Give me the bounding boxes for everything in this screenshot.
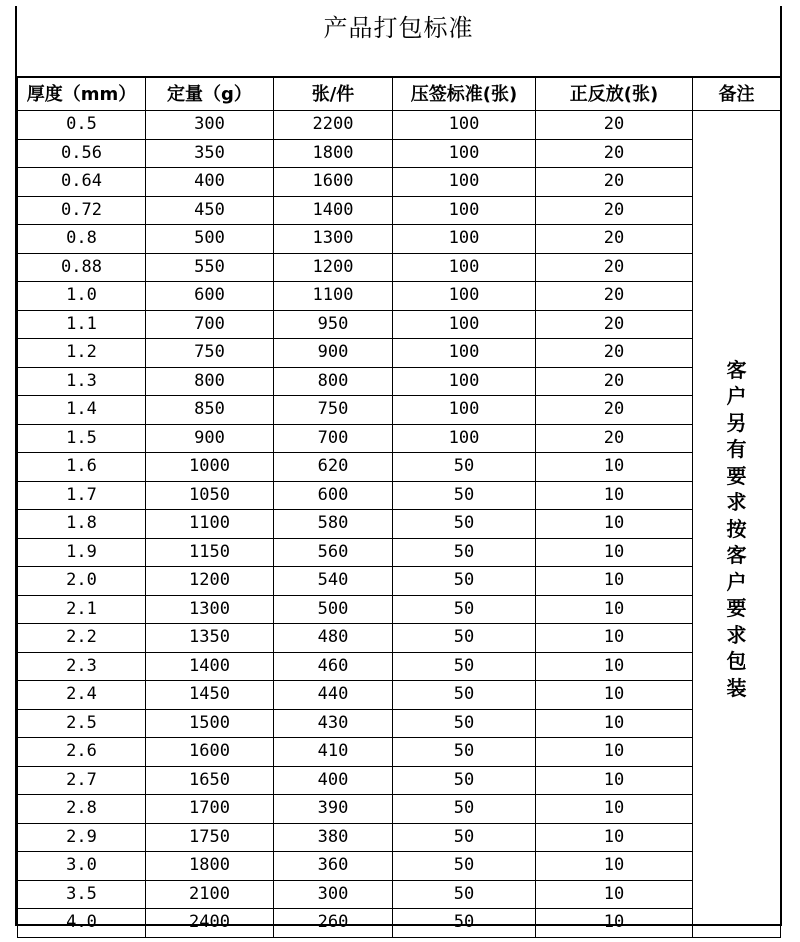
sheets-per-pack-cell: 580 <box>274 510 393 539</box>
thickness-cell: 0.88 <box>18 253 146 282</box>
label-standard-cell: 100 <box>393 225 536 254</box>
thickness-cell: 1.9 <box>18 538 146 567</box>
label-standard-cell: 50 <box>393 852 536 881</box>
thickness-cell: 2.9 <box>18 823 146 852</box>
thickness-cell: 1.5 <box>18 424 146 453</box>
thickness-cell: 1.7 <box>18 481 146 510</box>
weight-cell: 600 <box>146 282 274 311</box>
sheets-per-pack-cell: 1800 <box>274 139 393 168</box>
packing-standard-sheet <box>15 6 782 933</box>
weight-cell: 1000 <box>146 453 274 482</box>
thickness-cell: 1.6 <box>18 453 146 482</box>
table-row <box>18 852 781 881</box>
label-standard-cell: 100 <box>393 339 536 368</box>
remark-cell <box>693 111 781 938</box>
thickness-cell: 2.8 <box>18 795 146 824</box>
weight-cell: 2100 <box>146 880 274 909</box>
table-row <box>18 909 781 938</box>
sheets-per-pack-cell: 750 <box>274 396 393 425</box>
table-row <box>18 595 781 624</box>
front-back-cell: 20 <box>536 396 693 425</box>
header-row <box>18 77 781 111</box>
sheets-per-pack-cell: 950 <box>274 310 393 339</box>
weight-cell: 1200 <box>146 567 274 596</box>
table-row <box>18 652 781 681</box>
label-standard-cell: 100 <box>393 168 536 197</box>
weight-cell: 700 <box>146 310 274 339</box>
sheets-per-pack-cell: 1400 <box>274 196 393 225</box>
front-back-cell: 10 <box>536 738 693 767</box>
table-row <box>18 111 781 140</box>
table-row <box>18 709 781 738</box>
table-row <box>18 766 781 795</box>
weight-cell: 300 <box>146 111 274 140</box>
label-standard-cell: 50 <box>393 823 536 852</box>
sheets-per-pack-cell: 600 <box>274 481 393 510</box>
table-row <box>18 139 781 168</box>
header-sheets-per-pack: 张/件 <box>274 77 393 111</box>
front-back-cell: 10 <box>536 909 693 938</box>
header-label-standard: 压签标准(张) <box>393 77 536 111</box>
label-standard-cell: 50 <box>393 510 536 539</box>
weight-cell: 350 <box>146 139 274 168</box>
label-standard-cell: 50 <box>393 766 536 795</box>
thickness-cell: 2.5 <box>18 709 146 738</box>
label-standard-cell: 50 <box>393 709 536 738</box>
table-row <box>18 196 781 225</box>
sheets-per-pack-cell: 620 <box>274 453 393 482</box>
weight-cell: 1150 <box>146 538 274 567</box>
weight-cell: 1650 <box>146 766 274 795</box>
front-back-cell: 20 <box>536 139 693 168</box>
front-back-cell: 20 <box>536 253 693 282</box>
sheets-per-pack-cell: 500 <box>274 595 393 624</box>
label-standard-cell: 100 <box>393 139 536 168</box>
sheets-per-pack-cell: 260 <box>274 909 393 938</box>
label-standard-cell: 100 <box>393 367 536 396</box>
table-row <box>18 880 781 909</box>
label-standard-cell: 100 <box>393 282 536 311</box>
weight-cell: 900 <box>146 424 274 453</box>
thickness-cell: 0.56 <box>18 139 146 168</box>
sheets-per-pack-cell: 700 <box>274 424 393 453</box>
thickness-cell: 0.5 <box>18 111 146 140</box>
table-row <box>18 738 781 767</box>
table-row <box>18 681 781 710</box>
weight-cell: 450 <box>146 196 274 225</box>
weight-cell: 550 <box>146 253 274 282</box>
thickness-cell: 1.3 <box>18 367 146 396</box>
weight-cell: 1350 <box>146 624 274 653</box>
label-standard-cell: 50 <box>393 453 536 482</box>
label-standard-cell: 50 <box>393 538 536 567</box>
thickness-cell: 2.7 <box>18 766 146 795</box>
remark-text: 客户另有要求按客户要求包装 <box>726 357 747 700</box>
front-back-cell: 20 <box>536 310 693 339</box>
table-row <box>18 168 781 197</box>
sheets-per-pack-cell: 430 <box>274 709 393 738</box>
sheets-per-pack-cell: 540 <box>274 567 393 596</box>
front-back-cell: 10 <box>536 766 693 795</box>
weight-cell: 1300 <box>146 595 274 624</box>
sheets-per-pack-cell: 300 <box>274 880 393 909</box>
weight-cell: 1500 <box>146 709 274 738</box>
front-back-cell: 10 <box>536 880 693 909</box>
front-back-cell: 10 <box>536 538 693 567</box>
weight-cell: 400 <box>146 168 274 197</box>
front-back-cell: 20 <box>536 367 693 396</box>
thickness-cell: 0.8 <box>18 225 146 254</box>
thickness-cell: 0.72 <box>18 196 146 225</box>
thickness-cell: 1.4 <box>18 396 146 425</box>
front-back-cell: 10 <box>536 624 693 653</box>
weight-cell: 1750 <box>146 823 274 852</box>
label-standard-cell: 100 <box>393 196 536 225</box>
weight-cell: 1800 <box>146 852 274 881</box>
thickness-cell: 4.0 <box>18 909 146 938</box>
weight-cell: 1050 <box>146 481 274 510</box>
label-standard-cell: 50 <box>393 795 536 824</box>
front-back-cell: 20 <box>536 282 693 311</box>
page-title: 产品打包标准 <box>323 14 474 42</box>
label-standard-cell: 50 <box>393 738 536 767</box>
weight-cell: 1600 <box>146 738 274 767</box>
header-weight: 定量（g） <box>146 77 274 111</box>
label-standard-cell: 100 <box>393 111 536 140</box>
header-thickness: 厚度（mm） <box>18 77 146 111</box>
sheets-per-pack-cell: 1300 <box>274 225 393 254</box>
sheets-per-pack-cell: 560 <box>274 538 393 567</box>
thickness-cell: 2.4 <box>18 681 146 710</box>
sheets-per-pack-cell: 440 <box>274 681 393 710</box>
front-back-cell: 10 <box>536 652 693 681</box>
table-row <box>18 453 781 482</box>
weight-cell: 2400 <box>146 909 274 938</box>
table-row <box>18 795 781 824</box>
front-back-cell: 20 <box>536 111 693 140</box>
table-row <box>18 310 781 339</box>
table-row <box>18 823 781 852</box>
table-row <box>18 225 781 254</box>
thickness-cell: 0.64 <box>18 168 146 197</box>
table-row <box>18 282 781 311</box>
table-row <box>18 253 781 282</box>
table-row <box>18 396 781 425</box>
label-standard-cell: 50 <box>393 624 536 653</box>
header-remark: 备注 <box>693 77 781 111</box>
sheets-per-pack-cell: 410 <box>274 738 393 767</box>
table-row <box>18 367 781 396</box>
thickness-cell: 2.0 <box>18 567 146 596</box>
sheets-per-pack-cell: 2200 <box>274 111 393 140</box>
sheets-per-pack-cell: 390 <box>274 795 393 824</box>
packing-table <box>17 76 781 938</box>
front-back-cell: 20 <box>536 225 693 254</box>
thickness-cell: 2.1 <box>18 595 146 624</box>
label-standard-cell: 100 <box>393 424 536 453</box>
weight-cell: 1100 <box>146 510 274 539</box>
label-standard-cell: 50 <box>393 909 536 938</box>
front-back-cell: 20 <box>536 339 693 368</box>
weight-cell: 1700 <box>146 795 274 824</box>
sheets-per-pack-cell: 460 <box>274 652 393 681</box>
thickness-cell: 1.1 <box>18 310 146 339</box>
label-standard-cell: 50 <box>393 652 536 681</box>
weight-cell: 750 <box>146 339 274 368</box>
sheets-per-pack-cell: 900 <box>274 339 393 368</box>
label-standard-cell: 50 <box>393 567 536 596</box>
thickness-cell: 1.2 <box>18 339 146 368</box>
weight-cell: 800 <box>146 367 274 396</box>
front-back-cell: 10 <box>536 567 693 596</box>
front-back-cell: 10 <box>536 453 693 482</box>
weight-cell: 850 <box>146 396 274 425</box>
sheets-per-pack-cell: 1200 <box>274 253 393 282</box>
front-back-cell: 20 <box>536 196 693 225</box>
sheets-per-pack-cell: 480 <box>274 624 393 653</box>
label-standard-cell: 100 <box>393 253 536 282</box>
label-standard-cell: 50 <box>393 681 536 710</box>
label-standard-cell: 100 <box>393 310 536 339</box>
table-row <box>18 339 781 368</box>
table-row <box>18 538 781 567</box>
table-row <box>18 567 781 596</box>
weight-cell: 1400 <box>146 652 274 681</box>
thickness-cell: 2.3 <box>18 652 146 681</box>
thickness-cell: 2.6 <box>18 738 146 767</box>
sheets-per-pack-cell: 400 <box>274 766 393 795</box>
front-back-cell: 10 <box>536 681 693 710</box>
thickness-cell: 2.2 <box>18 624 146 653</box>
weight-cell: 1450 <box>146 681 274 710</box>
thickness-cell: 1.0 <box>18 282 146 311</box>
sheets-per-pack-cell: 1100 <box>274 282 393 311</box>
table-row <box>18 424 781 453</box>
sheets-per-pack-cell: 800 <box>274 367 393 396</box>
front-back-cell: 20 <box>536 168 693 197</box>
thickness-cell: 1.8 <box>18 510 146 539</box>
table-row <box>18 624 781 653</box>
front-back-cell: 10 <box>536 852 693 881</box>
table-row <box>18 510 781 539</box>
thickness-cell: 3.0 <box>18 852 146 881</box>
label-standard-cell: 100 <box>393 396 536 425</box>
front-back-cell: 10 <box>536 595 693 624</box>
label-standard-cell: 50 <box>393 880 536 909</box>
table-body <box>18 111 781 938</box>
header-front-back: 正反放(张) <box>536 77 693 111</box>
front-back-cell: 10 <box>536 481 693 510</box>
thickness-cell: 3.5 <box>18 880 146 909</box>
label-standard-cell: 50 <box>393 595 536 624</box>
front-back-cell: 10 <box>536 823 693 852</box>
sheets-per-pack-cell: 360 <box>274 852 393 881</box>
sheets-per-pack-cell: 1600 <box>274 168 393 197</box>
front-back-cell: 20 <box>536 424 693 453</box>
front-back-cell: 10 <box>536 795 693 824</box>
front-back-cell: 10 <box>536 510 693 539</box>
weight-cell: 500 <box>146 225 274 254</box>
front-back-cell: 10 <box>536 709 693 738</box>
label-standard-cell: 50 <box>393 481 536 510</box>
sheets-per-pack-cell: 380 <box>274 823 393 852</box>
table-row <box>18 481 781 510</box>
